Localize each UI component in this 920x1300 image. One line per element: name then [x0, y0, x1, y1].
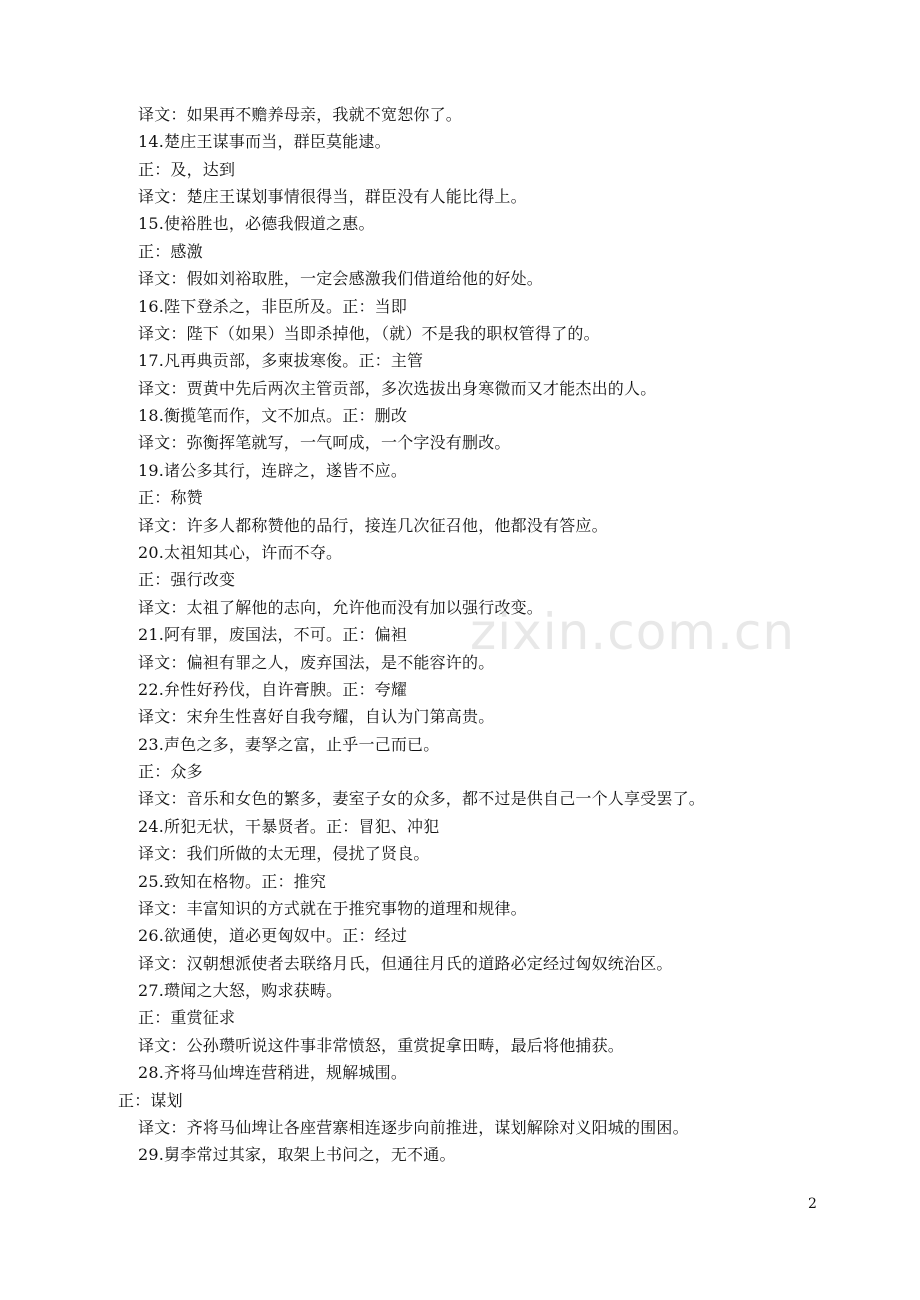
- translation-line: 译文：弥衡挥笔就写，一气呵成，一个字没有删改。: [138, 433, 511, 452]
- sentence-line: 15.使裕胜也，必德我假道之惠。: [138, 214, 375, 233]
- translation-line: 译文：如果再不赡养母亲，我就不宽恕你了。: [138, 105, 463, 124]
- translation-line: 译文：公孙瓒听说这件事非常愤怒，重赏捉拿田畴，最后将他捕获。: [138, 1036, 625, 1055]
- translation-line: 译文：丰富知识的方式就在于推究事物的道理和规律。: [138, 899, 527, 918]
- page-number: 2: [808, 1196, 817, 1212]
- translation-line: 译文：我们所做的太无理，侵扰了贤良。: [138, 844, 430, 863]
- translation-line: 译文：音乐和女色的繁多，妻室子女的众多，都不过是供自己一个人享受罢了。: [138, 789, 706, 808]
- sentence-line: 22.弁性好矜伐，自许膏腴。正：夸耀: [138, 680, 408, 699]
- sentence-line: 28.齐将马仙埤连营稍进，规解城围。: [138, 1063, 408, 1082]
- sentence-line: 19.诸公多其行，连辟之，遂皆不应。: [138, 461, 408, 480]
- sentence-line: 23.声色之多，妻孥之富，止乎一己而已。: [138, 735, 440, 754]
- translation-line: 译文：齐将马仙埤让各座营寨相连逐步向前推进，谋划解除对义阳城的围困。: [138, 1118, 689, 1137]
- translation-line: 译文：楚庄王谋划事情很得当，群臣没有人能比得上。: [138, 187, 527, 206]
- correction-line: 正：重赏征求: [138, 1008, 236, 1027]
- sentence-line: 24.所犯无状，干暴贤者。正：冒犯、冲犯: [138, 817, 440, 836]
- sentence-line: 14.楚庄王谋事而当，群臣莫能逮。: [138, 132, 391, 151]
- translation-line: 译文：假如刘裕取胜，一定会感激我们借道给他的好处。: [138, 269, 544, 288]
- translation-line: 译文：太祖了解他的志向，允许他而没有加以强行改变。: [138, 598, 544, 617]
- correction-line: 正：谋划: [118, 1091, 183, 1110]
- sentence-line: 29.舅李常过其家，取架上书问之，无不通。: [138, 1145, 456, 1164]
- correction-line: 正：称赞: [138, 488, 203, 507]
- translation-line: 译文：许多人都称赞他的品行，接连几次征召他，他都没有答应。: [138, 516, 608, 535]
- sentence-line: 21.阿有罪，废国法，不可。正：偏袒: [138, 625, 408, 644]
- correction-line: 正：及，达到: [138, 160, 236, 179]
- translation-line: 译文：汉朝想派使者去联络月氏，但通往月氏的道路必定经过匈奴统治区。: [138, 954, 673, 973]
- sentence-line: 27.瓒闻之大怒，购求获畴。: [138, 981, 343, 1000]
- translation-line: 译文：宋弁生性喜好自我夸耀，自认为门第高贵。: [138, 707, 495, 726]
- sentence-line: 18.衡揽笔而作，文不加点。正：删改: [138, 406, 408, 425]
- sentence-line: 17.凡再典贡部，多柬拔寒俊。正：主管: [138, 351, 424, 370]
- correction-line: 正：感激: [138, 242, 203, 261]
- translation-line: 译文：贾黄中先后两次主管贡部，多次选拔出身寒微而又才能杰出的人。: [138, 379, 657, 398]
- translation-line: 译文：陛下（如果）当即杀掉他，（就）不是我的职权管得了的。: [138, 324, 600, 343]
- correction-line: 正：众多: [138, 762, 203, 781]
- sentence-line: 20.太祖知其心，许而不夺。: [138, 543, 343, 562]
- correction-line: 正：强行改变: [138, 570, 236, 589]
- sentence-line: 25.致知在格物。正：推究: [138, 872, 327, 891]
- sentence-line: 16.陛下登杀之，非臣所及。正：当即: [138, 297, 408, 316]
- translation-line: 译文：偏袒有罪之人，废弃国法，是不能容许的。: [138, 653, 495, 672]
- watermark: zixin.com.cn: [470, 603, 796, 661]
- sentence-line: 26.欲通使，道必更匈奴中。正：经过: [138, 926, 408, 945]
